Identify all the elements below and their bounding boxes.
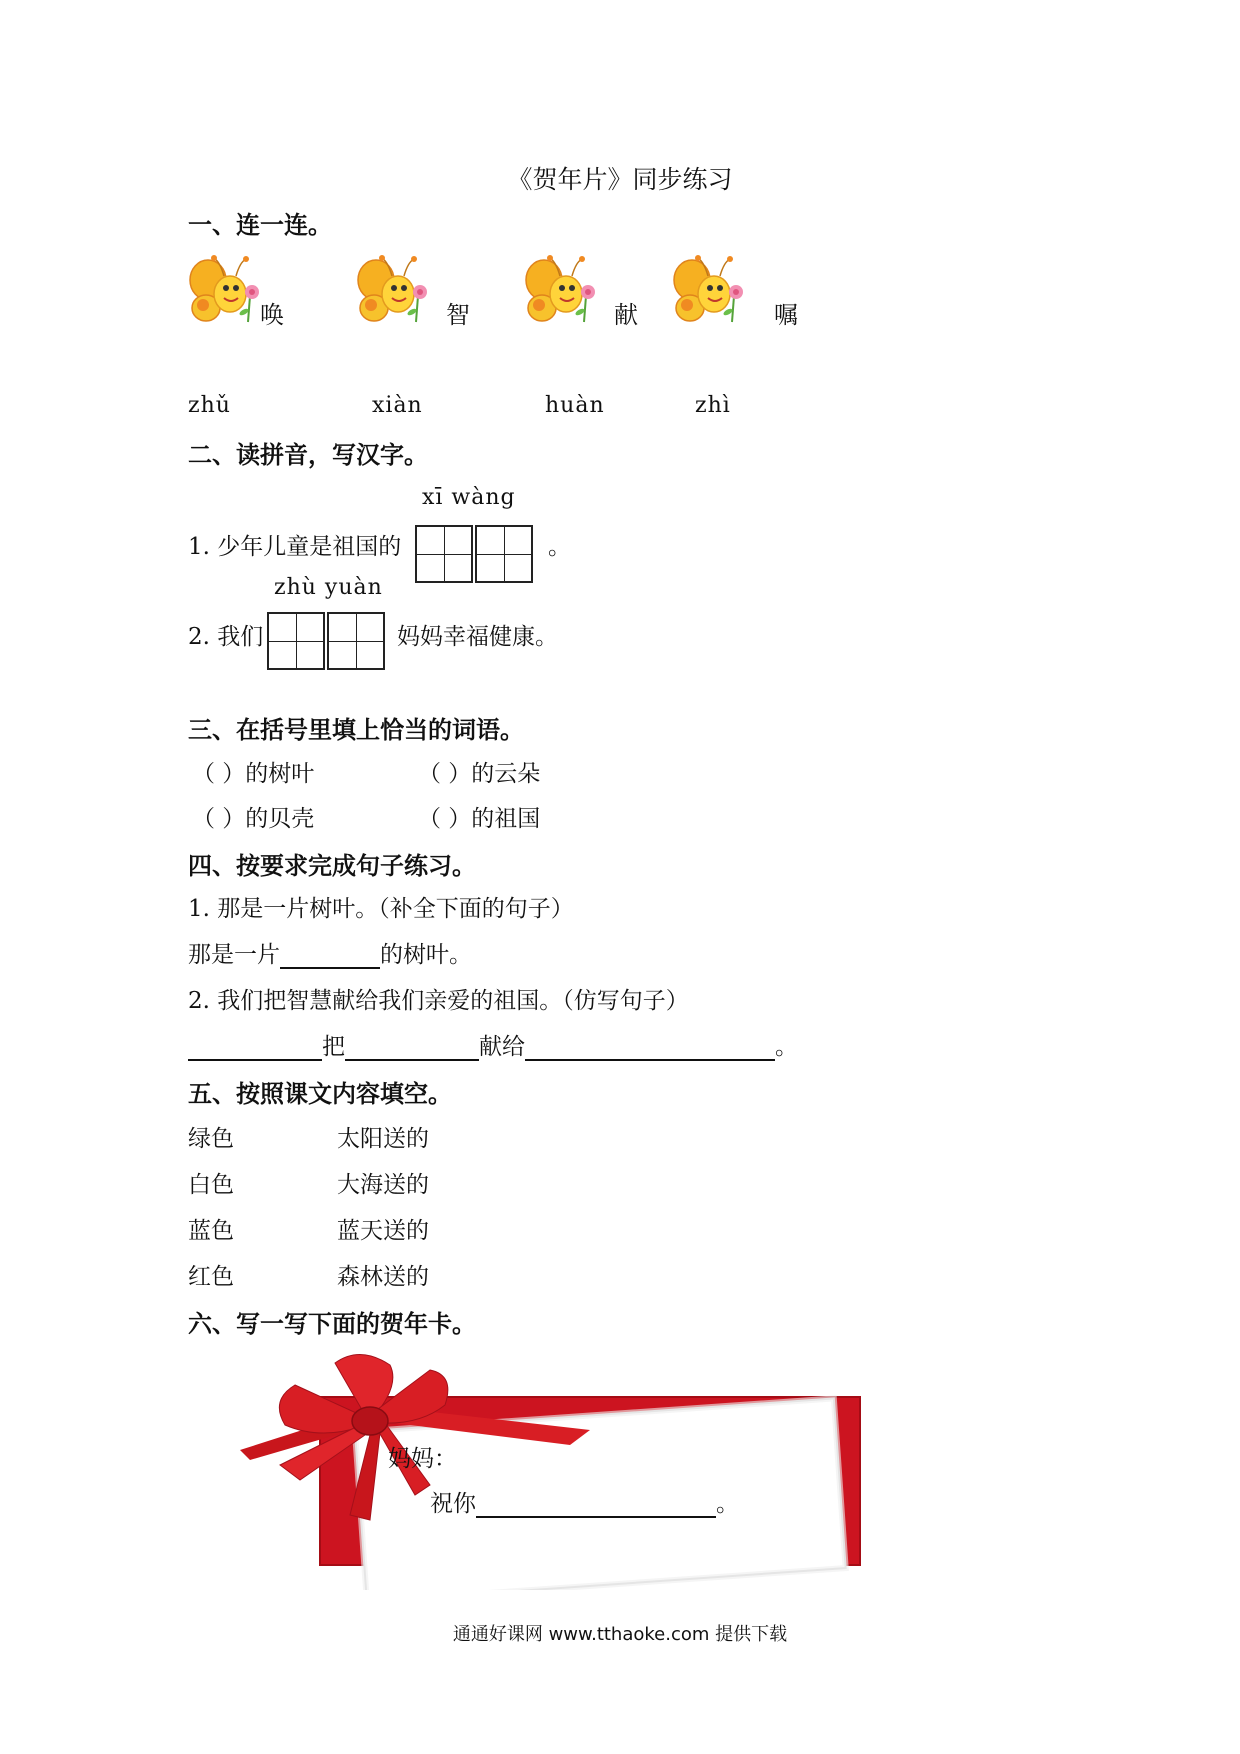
card-wish: 祝你 [430, 1491, 476, 1517]
match-char: 智 [446, 301, 470, 329]
pinyin-1: zhǔ [188, 393, 231, 418]
s4-q1-fill-a: 那是一片 [188, 942, 280, 968]
gift-2: 大海送的 [337, 1172, 429, 1198]
page-title: 《贺年片》同步练习 [507, 165, 733, 194]
card-answer-blank[interactable] [476, 1492, 716, 1518]
answer-blank[interactable] [188, 1035, 322, 1061]
card-recipient: 妈妈： [388, 1446, 457, 1472]
color-3: 蓝色 [188, 1218, 234, 1244]
match-item [186, 250, 284, 336]
section3-heading: 三、在括号里填上恰当的词语。 [188, 716, 524, 744]
card-wish-line [430, 1485, 739, 1518]
tianzige-cell[interactable] [327, 612, 385, 670]
q1-prefix: 1. 少年儿童是祖国的 [188, 534, 402, 560]
pinyin-4: zhì [695, 393, 731, 418]
q1-suffix: 。 [548, 534, 571, 560]
section1-heading: 一、连一连。 [188, 211, 332, 239]
s4-q2-fill [188, 1028, 798, 1061]
s4-q1-fill [188, 936, 472, 969]
s4-q2-end: 。 [775, 1034, 798, 1060]
card-end: 。 [716, 1491, 739, 1517]
s4-q2-xian: 献给 [479, 1034, 525, 1060]
s4-q2: 2. 我们把智慧献给我们亲爱的祖国。（仿写句子） [188, 988, 689, 1014]
greeting-card [240, 1345, 870, 1590]
butterfly-with-flower-icon [186, 250, 268, 332]
pinyin-2: xiàn [372, 393, 423, 418]
match-item [522, 250, 638, 336]
section6-heading: 六、写一写下面的贺年卡。 [188, 1310, 476, 1338]
fill-item-2: （ ）的云朵 [418, 761, 541, 787]
section4-heading: 四、按要求完成句子练习。 [188, 852, 476, 880]
fill-item-1: （ ）的树叶 [192, 761, 315, 787]
butterfly-with-flower-icon [670, 250, 752, 332]
match-item [670, 250, 798, 336]
match-char: 唤 [260, 301, 284, 329]
answer-blank[interactable] [280, 943, 380, 969]
butterfly-with-flower-icon [354, 250, 436, 332]
color-4: 红色 [188, 1264, 234, 1290]
fill-item-4: （ ）的祖国 [418, 806, 541, 832]
q2-tianzige[interactable] [267, 612, 387, 670]
fill-item-3: （ ）的贝壳 [192, 806, 315, 832]
greeting-card-illustration [240, 1345, 870, 1590]
s4-q2-ba: 把 [322, 1034, 345, 1060]
match-char: 嘱 [774, 301, 798, 329]
tianzige-cell[interactable] [475, 525, 533, 583]
answer-blank[interactable] [525, 1035, 775, 1061]
answer-blank[interactable] [345, 1035, 479, 1061]
gift-4: 森林送的 [337, 1264, 429, 1290]
tianzige-cell[interactable] [415, 525, 473, 583]
s4-q1-fill-b: 的树叶。 [380, 942, 472, 968]
s4-q1: 1. 那是一片树叶。（补全下面的句子） [188, 896, 574, 922]
pinyin-3: huàn [545, 393, 605, 418]
q1-pinyin: xī wàng [422, 485, 516, 510]
butterfly-with-flower-icon [522, 250, 604, 332]
q2-pinyin: zhù yuàn [274, 575, 383, 600]
footer: 通通好课网 www.tthaoke.com 提供下载 [452, 1624, 788, 1645]
gift-3: 蓝天送的 [337, 1218, 429, 1244]
match-item [354, 250, 470, 336]
q2-prefix: 2. 我们 [188, 624, 264, 650]
q1-tianzige[interactable] [415, 525, 535, 583]
match-char: 献 [614, 301, 638, 329]
gift-1: 太阳送的 [337, 1126, 429, 1152]
color-2: 白色 [188, 1172, 234, 1198]
section5-heading: 五、按照课文内容填空。 [188, 1080, 452, 1108]
tianzige-cell[interactable] [267, 612, 325, 670]
q2-suffix: 妈妈幸福健康。 [397, 624, 558, 650]
section2-heading: 二、读拼音，写汉字。 [188, 441, 428, 469]
color-1: 绿色 [188, 1126, 234, 1152]
